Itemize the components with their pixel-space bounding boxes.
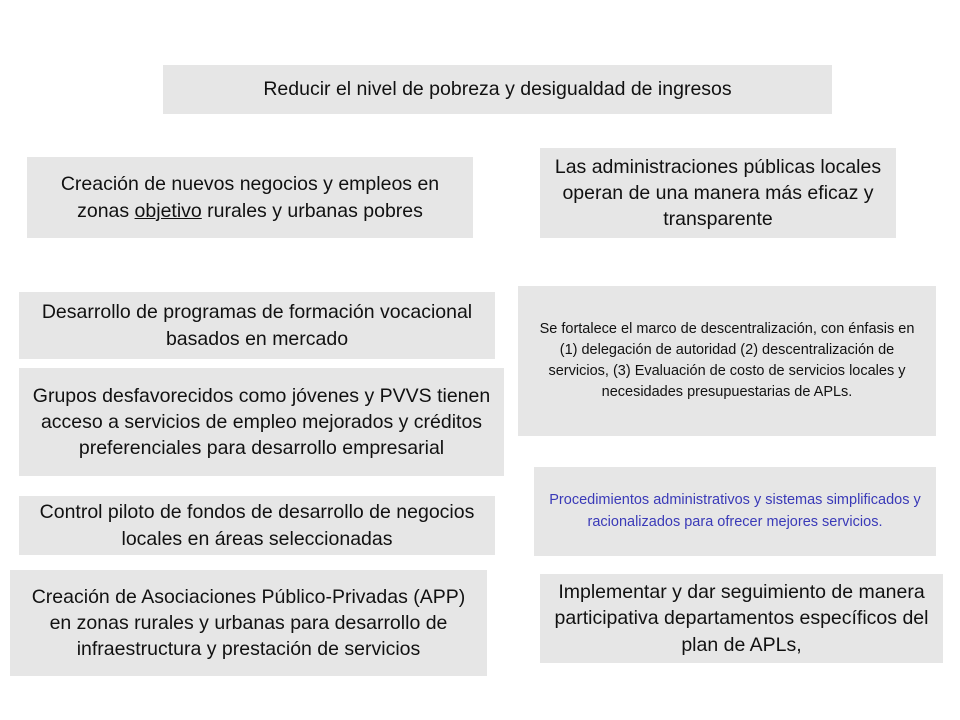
output-simplified-procedures-box — [534, 467, 936, 556]
output-pilot-funds-text: Control piloto de fondos de desarrollo de negocios locales en áreas seleccionadas — [39, 501, 475, 550]
outcome-public-administration-text: Las administraciones públicas locales operan de una manera más eficaz y transparente — [554, 155, 882, 231]
output-disadvantaged-groups-text: Grupos desfavorecidos como jóvenes y PVVS tienen acceso a servicios de empleo mejorados y créditos preferenciales para desarrollo empresarial — [32, 384, 491, 460]
outcome-new-businesses-text-part1: Creación de nuevos negocios y empleos en zonas — [60, 173, 440, 222]
outcome-new-businesses-box — [27, 157, 473, 238]
outcome-public-administration-box — [540, 148, 896, 238]
output-decentralization-box — [518, 286, 936, 436]
output-public-private-partnerships-box — [10, 570, 487, 676]
output-decentralization-text: Se fortalece el marco de descentralización, con énfasis en (1) delegación de autoridad (2) descentralización de servicios, (3) Evaluación de costo de servicios locales y necesidades presupuestarias de APLs. — [539, 320, 915, 401]
output-public-private-partnerships-text: Creación de Asociaciones Público-Privadas (APP) en zonas rurales y urbanas para desarrollo de infraestructura y prestación de servicios — [31, 585, 466, 661]
output-simplified-procedures-text: Procedimientos administrativos y sistemas simplificados y racionalizados para ofrecer mejores servicios. — [549, 492, 921, 530]
goal-text: Reducir el nivel de pobreza y desigualdad de ingresos — [263, 78, 732, 101]
output-vocational-training-text: Desarrollo de programas de formación vocacional basados en mercado — [41, 301, 473, 350]
outcome-new-businesses-text — [37, 171, 463, 224]
output-participatory-monitoring-box — [540, 574, 943, 663]
goal-box — [163, 65, 832, 114]
outcome-new-businesses-underlined-word: objetivo — [134, 199, 202, 222]
output-vocational-training-box — [19, 292, 495, 359]
output-pilot-funds-box — [19, 496, 495, 555]
output-participatory-monitoring-text: Implementar y dar seguimiento de manera participativa departamentos específicos del plan de APLs, — [554, 581, 929, 656]
outcome-new-businesses-text-part2: rurales y urbanas pobres — [201, 199, 423, 222]
output-disadvantaged-groups-box — [19, 368, 504, 476]
